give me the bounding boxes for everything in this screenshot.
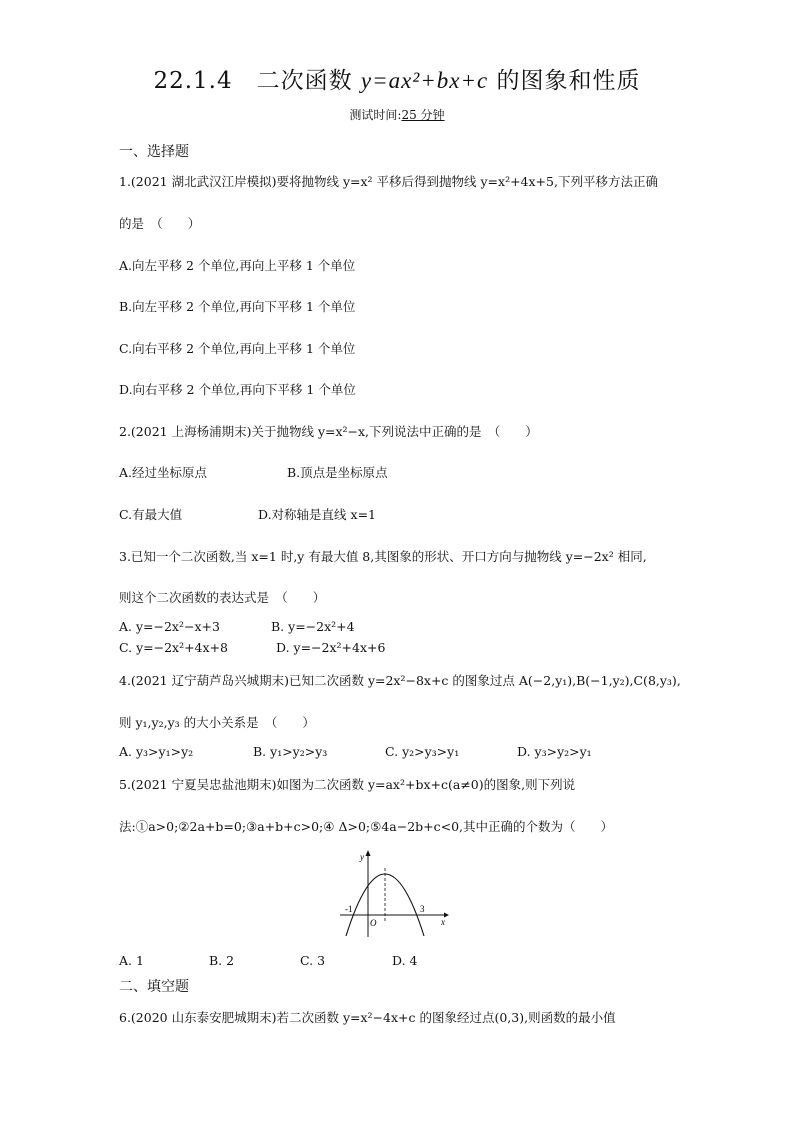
q1-option-b: B.向左平移 2 个单位,再向下平移 1 个单位	[119, 299, 356, 314]
q2-option-b: B.顶点是坐标原点	[287, 465, 388, 480]
q5-parabola-graph	[338, 846, 450, 940]
q5-stem-cont: 法:①a>0;②2a+b=0;③a+b+c>0;④ Δ>0;⑤4a−2b+c<0,其中正确的个数为（ ）	[119, 819, 614, 834]
q3-option-a: A. y=−2x²−x+3	[119, 619, 220, 634]
q3-option-d: D. y=−2x²+4x+6	[276, 640, 386, 655]
y-axis-arrow	[366, 850, 371, 856]
q1-stem-cont: 的是 （ ）	[119, 216, 201, 231]
q5-option-c: C. 3	[300, 953, 326, 968]
q1-option-a: A.向左平移 2 个单位,再向上平移 1 个单位	[119, 258, 356, 273]
q3-stem: 3.已知一个二次函数,当 x=1 时,y 有最大值 8,其图象的形状、开口方向与抛物线 y=−2x² 相同,	[119, 549, 647, 564]
q3-option-c: C. y=−2x²+4x+8	[119, 640, 228, 655]
q2-option-a: A.经过坐标原点	[119, 465, 208, 480]
test-time	[0, 106, 794, 123]
section-choice: 一、选择题	[119, 144, 189, 160]
root-left-label: -1	[345, 904, 353, 914]
title-formula: y=ax²+bx+c	[360, 68, 489, 93]
q4-option-a: A. y₃>y₁>y₂	[119, 744, 194, 759]
q1-stem: 1.(2021 湖北武汉江岸模拟)要将抛物线 y=x² 平移后得到抛物线 y=x²+4x+5,下列平移方法正确	[119, 174, 658, 189]
origin-label: O	[370, 918, 377, 928]
q5-option-d: D. 4	[392, 953, 418, 968]
q4-option-b: B. y₁>y₂>y₃	[253, 744, 328, 759]
title-prefix: 22.1.4 二次函数	[153, 68, 361, 94]
q4-stem-cont: 则 y₁,y₂,y₃ 的大小关系是 （ ）	[119, 715, 315, 730]
q5-stem: 5.(2021 宁夏吴忠盐池期末)如图为二次函数 y=ax²+bx+c(a≠0)的图象,则下列说	[119, 777, 576, 792]
title-suffix: 的图象和性质	[488, 68, 641, 94]
q2-stem: 2.(2021 上海杨浦期末)关于抛物线 y=x²−x,下列说法中正确的是 （ ）	[119, 424, 538, 439]
q4-stem: 4.(2021 辽宁葫芦岛兴城期末)已知二次函数 y=2x²−8x+c 的图象过点 A(−2,y₁),B(−1,y₂),C(8,y₃),	[119, 673, 681, 688]
q1-option-c: C.向右平移 2 个单位,再向上平移 1 个单位	[119, 341, 356, 356]
q1-option-d: D.向右平移 2 个单位,再向下平移 1 个单位	[119, 382, 356, 397]
q3-option-b: B. y=−2x²+4	[271, 619, 355, 634]
q4-option-c: C. y₂>y₃>y₁	[385, 744, 460, 759]
y-axis-label: y	[360, 852, 364, 862]
q2-option-d: D.对称轴是直线 x=1	[258, 507, 376, 522]
x-axis-label: x	[441, 917, 445, 927]
test-time-value: 25 分钟	[401, 108, 445, 122]
q6-stem: 6.(2020 山东泰安肥城期末)若二次函数 y=x²−4x+c 的图象经过点(0,3),则函数的最小值	[119, 1010, 616, 1025]
page-title	[0, 62, 794, 95]
root-right-label: 3	[420, 904, 425, 914]
q3-stem-cont: 则这个二次函数的表达式是 （ ）	[119, 590, 326, 605]
section-fill: 二、填空题	[119, 979, 189, 995]
q5-option-a: A. 1	[119, 953, 144, 968]
q4-option-d: D. y₃>y₂>y₁	[517, 744, 592, 759]
q5-option-b: B. 2	[209, 953, 235, 968]
q2-option-c: C.有最大值	[119, 507, 183, 522]
test-time-label: 测试时间:	[349, 108, 402, 122]
